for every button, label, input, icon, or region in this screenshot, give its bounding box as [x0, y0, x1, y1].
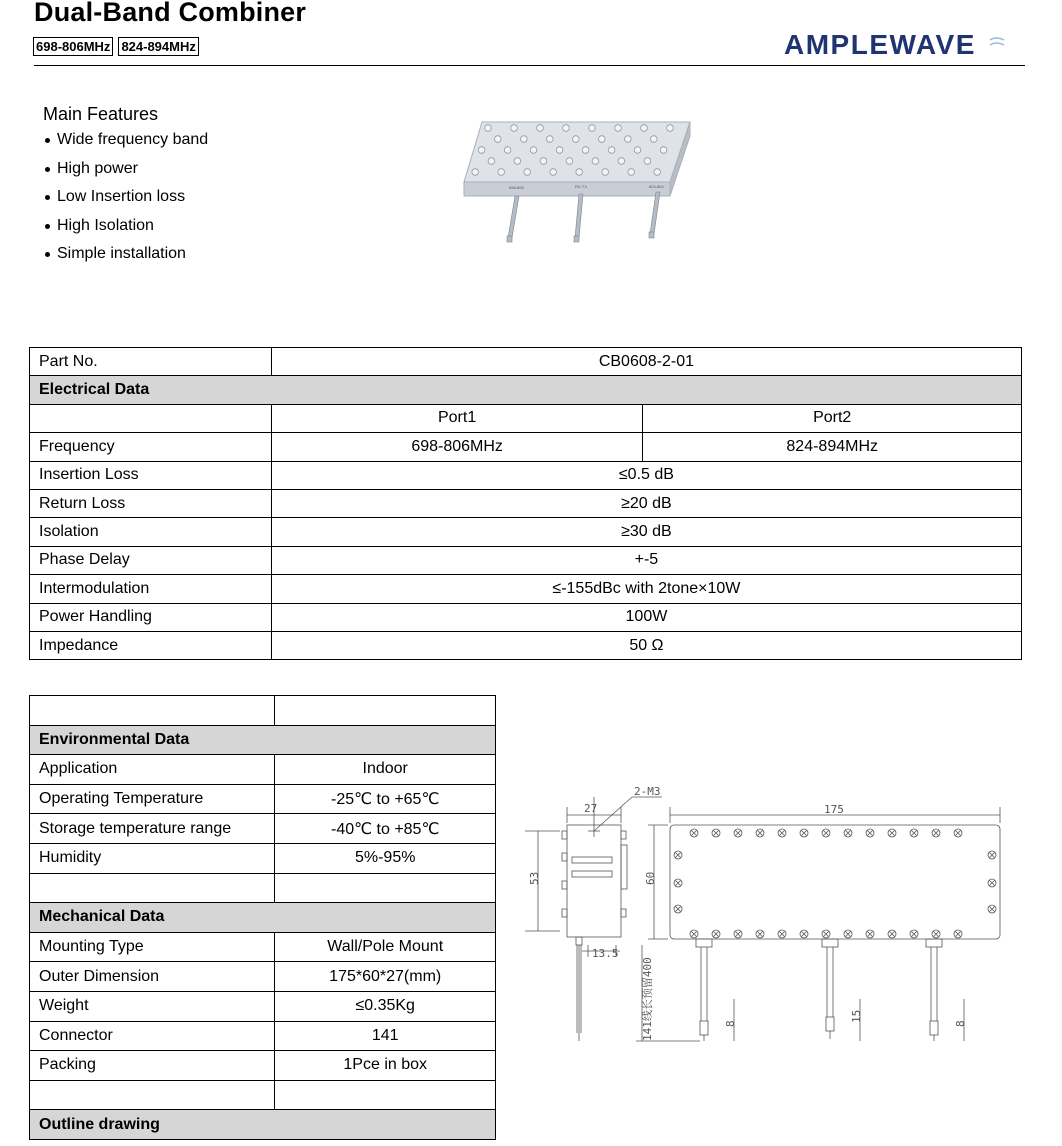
table-row: Operating Temperature -25℃ to +65℃ — [30, 784, 496, 814]
part-no-value: CB0608-2-01 — [271, 348, 1021, 376]
outline-drawing — [520, 785, 1010, 1050]
port-label-3: 824-894 — [649, 184, 664, 189]
dim-screw: 2-M3 — [634, 785, 661, 798]
dim-height-front: 60 — [644, 871, 657, 885]
bullet-icon — [45, 138, 50, 143]
table-row: Packing 1Pce in box — [30, 1051, 496, 1081]
dim-cable-offset: 13.5 — [592, 947, 619, 960]
dim-tail-a: 8 — [724, 1020, 737, 1027]
frequency-badges — [33, 37, 199, 56]
product-image — [462, 110, 692, 250]
dim-height-side: 53 — [528, 871, 541, 885]
dim-depth: 27 — [584, 802, 598, 815]
dim-tail-b: 15 — [850, 1009, 863, 1023]
table-row: Outer Dimension 175*60*27(mm) — [30, 962, 496, 992]
table-row — [30, 725, 496, 755]
table-row: Mounting Type Wall/Pole Mount — [30, 932, 496, 962]
brand-text: AMPLEWAVE — [784, 29, 976, 60]
electrical-data-table — [29, 347, 1022, 660]
table-row: Impedance 50 Ω — [30, 631, 1022, 659]
feature-item: High power — [43, 160, 208, 189]
frequency-label: Frequency — [30, 433, 272, 461]
page-title: Dual-Band Combiner — [34, 0, 307, 27]
port1-header: Port1 — [271, 404, 643, 432]
table-row — [30, 873, 496, 903]
table-row: Connector 141 — [30, 1021, 496, 1051]
table-row — [30, 1110, 496, 1140]
table-row: Isolation ≥30 dB — [30, 518, 1022, 546]
outline-section-title: Outline drawing — [30, 1110, 496, 1140]
port-label-2: RX-TX — [575, 184, 587, 189]
bullet-icon — [45, 195, 50, 200]
table-row: Intermodulation ≤-155dBc with 2tone×10W — [30, 575, 1022, 603]
table-row: Insertion Loss ≤0.5 dB — [30, 461, 1022, 489]
features-title: Main Features — [43, 104, 159, 124]
screw-holes — [674, 829, 996, 938]
cable-pins — [507, 192, 660, 242]
bullet-icon — [45, 167, 50, 172]
dim-tail-c: 8 — [954, 1020, 967, 1027]
table-row — [30, 404, 1022, 432]
port-label-1: 698-806 — [509, 185, 524, 190]
frequency-port2: 824-894MHz — [643, 433, 1022, 461]
table-row: Phase Delay +-5 — [30, 546, 1022, 574]
table-row — [30, 903, 496, 933]
table-row: Return Loss ≥20 dB — [30, 489, 1022, 517]
band-badge-2: 824-894MHz — [118, 37, 198, 56]
table-row: Application Indoor — [30, 755, 496, 785]
band-badge-1: 698-806MHz — [33, 37, 113, 56]
feature-item: High Isolation — [43, 217, 208, 246]
table-row — [30, 696, 496, 726]
environmental-section-title: Environmental Data — [30, 725, 496, 755]
table-row — [30, 433, 1022, 461]
feature-item: Low Insertion loss — [43, 188, 208, 217]
header-divider — [34, 65, 1025, 66]
feature-item: Simple installation — [43, 245, 208, 274]
bullet-icon — [45, 224, 50, 229]
part-no-label: Part No. — [30, 348, 272, 376]
environmental-mechanical-table — [29, 695, 496, 1140]
port2-header: Port2 — [643, 404, 1022, 432]
table-row — [30, 376, 1022, 404]
dim-cable-note: 141线长预留400 — [641, 957, 654, 1041]
table-row: Weight ≤0.35Kg — [30, 991, 496, 1021]
table-row: Power Handling 100W — [30, 603, 1022, 631]
frequency-port1: 698-806MHz — [271, 433, 643, 461]
dim-width: 175 — [824, 803, 844, 816]
amplewave-logo — [784, 28, 1014, 62]
main-features — [43, 104, 208, 274]
table-row — [30, 1080, 496, 1110]
table-row — [30, 348, 1022, 376]
table-row: Humidity 5%-95% — [30, 843, 496, 873]
electrical-section-title: Electrical Data — [30, 376, 1022, 404]
mechanical-section-title: Mechanical Data — [30, 903, 496, 933]
feature-item: Wide frequency band — [43, 131, 208, 160]
table-row: Storage temperature range -40℃ to +85℃ — [30, 814, 496, 844]
bullet-icon — [45, 252, 50, 257]
